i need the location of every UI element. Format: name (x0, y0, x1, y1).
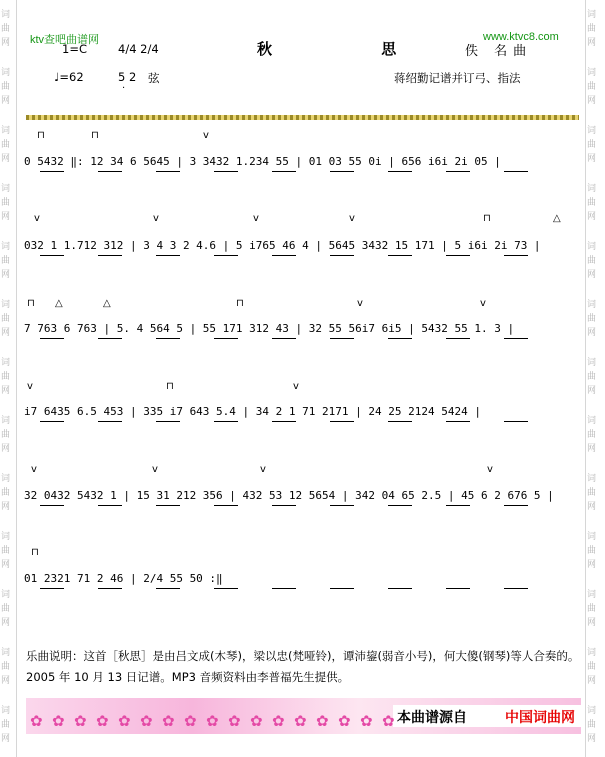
side-watermark-char: 词 (1, 416, 11, 426)
side-watermark-char: 曲 (587, 546, 597, 556)
accent-mark: △ (55, 298, 63, 309)
beam-underline (388, 505, 412, 506)
side-watermark-char: 词 (1, 532, 11, 542)
side-watermark-char: 网 (587, 96, 597, 106)
side-watermark-char: 曲 (1, 546, 11, 556)
beam-underline (214, 255, 238, 256)
up-bow-mark: v (34, 213, 40, 224)
side-watermark-char: 网 (587, 212, 597, 222)
side-watermark-char: 网 (1, 212, 11, 222)
score-line-3: 7 763 6 763 | 5. 4 564 5 | 55 171 312 43 | 32 55 56i7 6i5 | 5432 55 1. 3 | (24, 322, 515, 335)
side-watermark-char: 曲 (587, 430, 597, 440)
beam-underline (388, 588, 412, 589)
watermark-right: www.ktvc8.com (483, 31, 559, 43)
side-watermark-char: 曲 (1, 140, 11, 150)
beam-underline (272, 505, 296, 506)
score-line-1: 0 5432 ‖: 12 34 6 5645 | 3 3432 1.234 55 | 01 03 55 0i | 656 i6i 2i 05 | (24, 155, 501, 168)
side-watermark-char: 词 (1, 474, 11, 484)
notation-credit: 蒋绍勤记谱并订弓、指法 (394, 71, 521, 85)
string-tuning-label: 弦 (148, 71, 160, 85)
beam-underline (504, 338, 528, 339)
side-watermark-char: 网 (587, 38, 597, 48)
side-watermark-char: 网 (587, 676, 597, 686)
beam-underline (98, 505, 122, 506)
side-watermark-char: 网 (587, 386, 597, 396)
side-watermark-char: 曲 (587, 488, 597, 498)
beam-underline (272, 588, 296, 589)
up-bow-mark: v (152, 464, 158, 475)
beam-underline (330, 588, 354, 589)
beam-underline (156, 505, 180, 506)
side-watermark-char: 词 (587, 184, 597, 194)
music-description: 乐曲说明：这首［秋思］是由吕文成(木琴)，梁以忠(梵哑铃)，谭沛鋆(弱音小号)，何大傻(钢琴)等人合奏的。2005 年 10 月 13 日记谱。MP3 音频资料由李普福先生提供。 (26, 649, 580, 684)
side-watermark-char: 曲 (1, 314, 11, 324)
beam-underline (446, 505, 470, 506)
beam-underline (156, 421, 180, 422)
side-watermark-char: 曲 (587, 372, 597, 382)
side-watermark-char: 曲 (1, 430, 11, 440)
side-watermark-char: 曲 (587, 720, 597, 730)
side-watermark-char: 曲 (1, 720, 11, 730)
side-watermark-char: 网 (1, 154, 11, 164)
side-watermark-char: 词 (1, 10, 11, 20)
beam-underline (98, 338, 122, 339)
flower-decoration: ✿ (118, 712, 131, 730)
beam-underline (40, 588, 64, 589)
side-watermark-char: 词 (1, 590, 11, 600)
beam-underline (156, 255, 180, 256)
side-watermark-char: 词 (587, 358, 597, 368)
flower-decoration: ✿ (184, 712, 197, 730)
flower-decoration: ✿ (294, 712, 307, 730)
side-watermark-char: 网 (587, 618, 597, 628)
side-watermark-char: 词 (587, 532, 597, 542)
beam-underline (388, 255, 412, 256)
side-watermark-char: 词 (587, 590, 597, 600)
beam-underline (504, 171, 528, 172)
side-watermark-char: 词 (587, 68, 597, 78)
score-line-4: i7 6435 6.5 453 | 335 i7 643 5.4 | 34 2 1 71 2171 | 24 25 2124 5424 | (24, 405, 481, 418)
source-site[interactable]: 中国词曲网 (505, 710, 575, 726)
down-bow-mark: ⊓ (166, 381, 174, 392)
up-bow-mark: v (349, 213, 355, 224)
side-watermark-char: 词 (587, 474, 597, 484)
beam-underline (388, 421, 412, 422)
flower-decoration: ✿ (228, 712, 241, 730)
flower-decoration: ✿ (96, 712, 109, 730)
up-bow-mark: v (31, 464, 37, 475)
beam-underline (214, 588, 238, 589)
beam-underline (446, 171, 470, 172)
beam-underline (504, 255, 528, 256)
side-watermark-char: 词 (1, 68, 11, 78)
beam-underline (98, 588, 122, 589)
beam-underline (330, 171, 354, 172)
flower-decoration: ✿ (316, 712, 329, 730)
flower-decoration: ✿ (272, 712, 285, 730)
beam-underline (504, 505, 528, 506)
side-watermark-char: 网 (1, 270, 11, 280)
time-signature: 4/4 2/4 (118, 42, 159, 56)
flower-decoration: ✿ (382, 712, 395, 730)
side-watermark-char: 曲 (587, 314, 597, 324)
beam-underline (272, 338, 296, 339)
up-bow-mark: v (293, 381, 299, 392)
beam-underline (40, 505, 64, 506)
flower-decoration: ✿ (140, 712, 153, 730)
side-watermark-char: 词 (587, 242, 597, 252)
side-watermark-char: 曲 (587, 140, 597, 150)
side-watermark-right (585, 0, 602, 757)
up-bow-mark: v (357, 298, 363, 309)
flower-decoration: ✿ (338, 712, 351, 730)
side-watermark-char: 词 (1, 300, 11, 310)
page-title: 秋 思 (257, 40, 449, 58)
up-bow-mark: v (253, 213, 259, 224)
side-watermark-char: 曲 (587, 198, 597, 208)
score-line-6: 01 2321 71 2 46 | 2/4 55 50 :‖ (24, 572, 223, 585)
source-label: 本曲谱源自 (397, 710, 467, 726)
beam-underline (272, 255, 296, 256)
beam-underline (40, 255, 64, 256)
side-watermark-char: 网 (1, 328, 11, 338)
beam-underline (446, 338, 470, 339)
beam-underline (504, 421, 528, 422)
up-bow-mark: v (27, 381, 33, 392)
beam-underline (272, 171, 296, 172)
watermark-left: ktv查吧曲谱网 (30, 34, 100, 46)
source-banner (26, 698, 581, 734)
down-bow-mark: ⊓ (483, 213, 491, 224)
down-bow-mark: ⊓ (91, 130, 99, 141)
beam-underline (272, 421, 296, 422)
down-bow-mark: ⊓ (236, 298, 244, 309)
string-tuning: 5 2 (118, 70, 137, 84)
score-line-2: 032 1 1.712 312 | 3 4 3 2 4.6 | 5 i765 46 4 | 5645 3432 15 171 | 5 i6i 2i 73 | (24, 239, 541, 252)
side-watermark-char: 曲 (1, 198, 11, 208)
side-watermark-char: 曲 (587, 604, 597, 614)
beam-underline (388, 171, 412, 172)
side-watermark-char: 曲 (1, 372, 11, 382)
accent-mark: △ (103, 298, 111, 309)
beam-underline (214, 505, 238, 506)
side-watermark-char: 曲 (1, 488, 11, 498)
down-bow-mark: ⊓ (27, 298, 35, 309)
tempo-marking: ♩=62 (54, 70, 84, 84)
side-watermark-char: 网 (587, 444, 597, 454)
side-watermark-char: 网 (587, 560, 597, 570)
beam-underline (156, 588, 180, 589)
side-watermark-char: 曲 (587, 82, 597, 92)
beam-underline (330, 421, 354, 422)
flower-decoration: ✿ (250, 712, 263, 730)
flower-decoration: ✿ (74, 712, 87, 730)
side-watermark-char: 词 (1, 184, 11, 194)
source-box (393, 705, 581, 727)
side-watermark-left (0, 0, 17, 757)
flower-decoration: ✿ (162, 712, 175, 730)
side-watermark-char: 词 (587, 126, 597, 136)
side-watermark-char: 网 (1, 502, 11, 512)
side-watermark-char: 词 (1, 126, 11, 136)
key-signature: 1=C (62, 42, 87, 56)
side-watermark-char: 网 (1, 676, 11, 686)
side-watermark-char: 词 (1, 358, 11, 368)
side-watermark-char: 网 (1, 618, 11, 628)
beam-underline (446, 421, 470, 422)
side-watermark-char: 曲 (587, 256, 597, 266)
beam-underline (40, 338, 64, 339)
side-watermark-char: 词 (587, 416, 597, 426)
side-watermark-char: 网 (1, 96, 11, 106)
score-line-5: 32 0432 5432 1 | 15 31 212 356 | 432 53 12 5654 | 342 04 65 2.5 | 45 6 2 676 5 | (24, 489, 554, 502)
flower-decoration: ✿ (360, 712, 373, 730)
flower-decoration: ✿ (30, 712, 43, 730)
side-watermark-char: 词 (587, 300, 597, 310)
beam-underline (388, 338, 412, 339)
low-octave-dot: · (122, 83, 126, 94)
decorative-divider (26, 115, 579, 120)
side-watermark-char: 曲 (1, 256, 11, 266)
beam-underline (98, 171, 122, 172)
beam-underline (446, 588, 470, 589)
beam-underline (40, 171, 64, 172)
up-bow-mark: v (480, 298, 486, 309)
up-bow-mark: v (203, 130, 209, 141)
side-watermark-char: 曲 (1, 604, 11, 614)
side-watermark-char: 词 (587, 706, 597, 716)
side-watermark-char: 网 (587, 154, 597, 164)
side-watermark-char: 网 (1, 38, 11, 48)
composer: 佚 名曲 (465, 44, 533, 59)
side-watermark-char: 曲 (1, 24, 11, 34)
beam-underline (214, 421, 238, 422)
side-watermark-char: 曲 (1, 82, 11, 92)
accent-mark: △ (553, 213, 561, 224)
beam-underline (40, 421, 64, 422)
side-watermark-char: 网 (587, 502, 597, 512)
down-bow-mark: ⊓ (37, 130, 45, 141)
flower-decoration: ✿ (206, 712, 219, 730)
side-watermark-char: 词 (587, 648, 597, 658)
beam-underline (330, 255, 354, 256)
side-watermark-char: 网 (1, 560, 11, 570)
beam-underline (156, 338, 180, 339)
side-watermark-char: 网 (1, 444, 11, 454)
side-watermark-char: 网 (587, 734, 597, 744)
up-bow-mark: v (153, 213, 159, 224)
beam-underline (214, 171, 238, 172)
beam-underline (98, 421, 122, 422)
beam-underline (446, 255, 470, 256)
beam-underline (156, 171, 180, 172)
side-watermark-char: 词 (587, 10, 597, 20)
side-watermark-char: 词 (1, 648, 11, 658)
beam-underline (98, 255, 122, 256)
down-bow-mark: ⊓ (31, 547, 39, 558)
side-watermark-char: 曲 (1, 662, 11, 672)
flower-decoration: ✿ (52, 712, 65, 730)
beam-underline (504, 588, 528, 589)
beam-underline (214, 338, 238, 339)
side-watermark-char: 词 (1, 242, 11, 252)
side-watermark-char: 曲 (587, 24, 597, 34)
up-bow-mark: v (260, 464, 266, 475)
side-watermark-char: 网 (587, 328, 597, 338)
side-watermark-char: 网 (587, 270, 597, 280)
up-bow-mark: v (487, 464, 493, 475)
beam-underline (330, 505, 354, 506)
side-watermark-char: 词 (1, 706, 11, 716)
beam-underline (330, 338, 354, 339)
side-watermark-char: 网 (1, 386, 11, 396)
side-watermark-char: 曲 (587, 662, 597, 672)
side-watermark-char: 网 (1, 734, 11, 744)
